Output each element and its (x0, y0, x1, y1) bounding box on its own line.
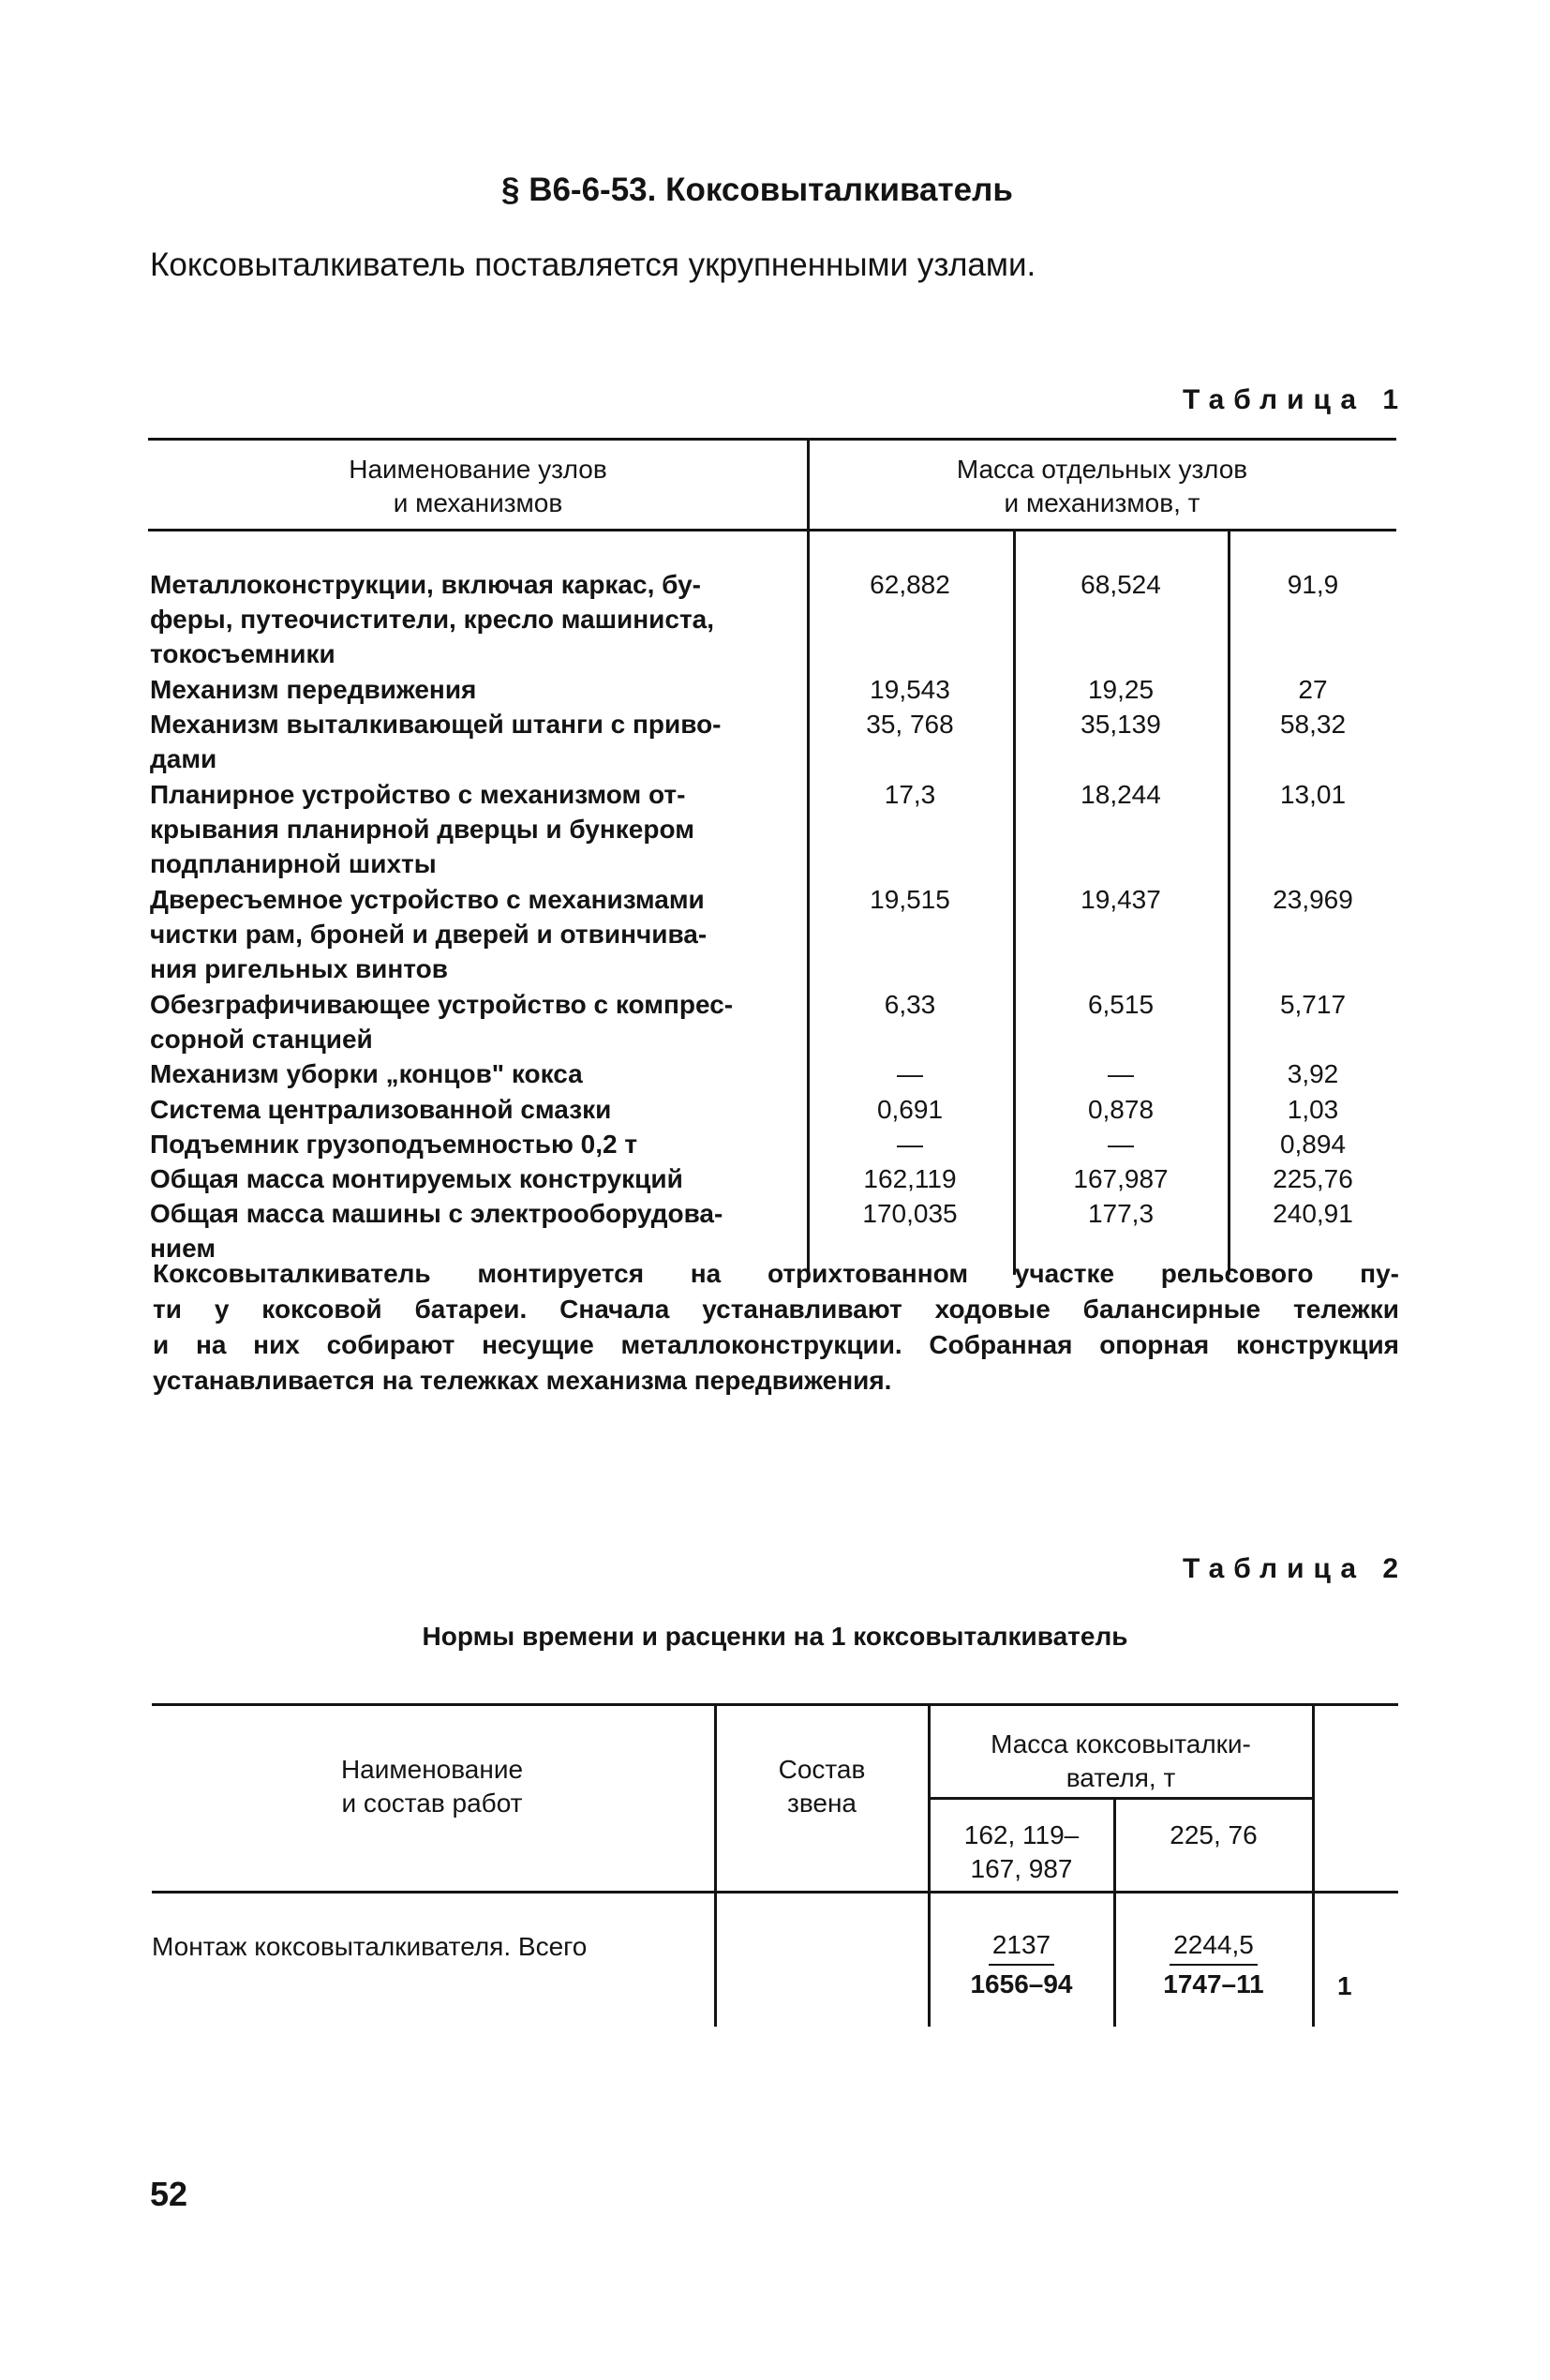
table1-row-name-line: нием (150, 1234, 216, 1264)
table1-cell-v3: 3,92 (1287, 1059, 1339, 1089)
table1-cell-v3: 0,894 (1279, 1129, 1347, 1159)
table1-row-name-line: Механизм выталкивающей штанги с приво- (150, 710, 722, 740)
table2-value-2-norm: 2244,5 (1170, 1926, 1258, 1966)
table1-cell-v1: 162,119 (863, 1164, 957, 1194)
table2-label: Таблица 2 (1183, 1553, 1408, 1584)
table2-value-1 (930, 1926, 1113, 2003)
table1-row-name (150, 882, 806, 986)
table1-row-name (150, 707, 806, 776)
table1-cell-v3: 91,9 (1287, 570, 1339, 599)
table1-row-name-line: Общая масса монтируемых конструкций (150, 1164, 683, 1194)
paragraph-line: Коксовыталкиватель монтируется на отрихтованном участке рельсового пу- (153, 1259, 1399, 1288)
table1-row-name-line: подпланирной шихты (150, 848, 437, 878)
table2-subcol2-header (1115, 1819, 1312, 1852)
table1-cell-v2: 0,878 (1087, 1094, 1155, 1124)
table2-value-2-rate: 1747–11 (1163, 1969, 1264, 1998)
table1-cell-v2: 167,987 (1073, 1164, 1169, 1194)
table2-subcol2-header-text: 225, 76 (1170, 1820, 1258, 1849)
table1-col2-header (808, 453, 1396, 520)
table1-row-name (150, 987, 806, 1056)
table1-cell-v2: — (1108, 1129, 1134, 1159)
table1-row-name (150, 1161, 806, 1196)
table2-col3-header-line1: Масса коксовыталки- (991, 1729, 1251, 1759)
table1-row-name-line: Общая масса машины с электрооборудова- (150, 1199, 723, 1229)
table1-cell-v1: — (897, 1059, 923, 1089)
table1-cell-v3: 225,76 (1273, 1164, 1353, 1194)
table2-subcol1-header-line1: 162, 119– (963, 1820, 1080, 1849)
table1-col1-header (150, 453, 806, 520)
table1-row-name (150, 567, 806, 671)
table1-cell-v1: 6,33 (884, 989, 936, 1019)
table1-cell-v3: 27 (1298, 674, 1328, 704)
table2-row-name: Монтаж коксовыталкивателя. Всего (152, 1932, 588, 1961)
table2-col1-header-line1: Наименование (340, 1755, 524, 1784)
table1-row-name-line: Металлоконструкции, включая каркас, бу- (150, 570, 701, 599)
table1-label: Таблица 1 (1183, 384, 1408, 415)
table1-cell-v3: 240,91 (1273, 1199, 1353, 1229)
table1-top-rule (148, 438, 1396, 441)
table1-col2-header-line1: Масса отдельных узлов (956, 455, 1248, 484)
paragraph-line: ти у коксовой батареи. Сначала устанавливают ходовые балансирные тележки (153, 1295, 1399, 1324)
table1-row-name-line: Система централизованной смазки (150, 1094, 612, 1124)
table1-cell-v2: 19,25 (1087, 674, 1155, 704)
table1-cell-v3: 23,969 (1273, 884, 1353, 914)
table1-cell-v2: 19,437 (1081, 884, 1161, 914)
table1-cell-v2: 35,139 (1081, 710, 1161, 740)
table2-col3-header (930, 1728, 1312, 1795)
table1-cell-v1: 19,543 (870, 674, 950, 704)
table1-row-name (150, 777, 806, 881)
table1-col1-header-line2: и механизмов (393, 488, 563, 517)
table1-row-name-line: Механизм уборки „концов" кокса (150, 1059, 583, 1089)
table1-row-name-line: дами (150, 744, 217, 774)
table1-row-name-line: Планирное устройство с механизмом от- (150, 779, 686, 809)
table1-row-name (150, 1127, 806, 1161)
table1-row-name-line: Обезграфичивающее устройство с компрес- (150, 989, 734, 1019)
table1-col2-header-line2: и механизмов, т (1004, 488, 1200, 517)
table2-value-2 (1115, 1926, 1312, 2003)
table2-subcol1-header-line2: 167, 987 (970, 1854, 1073, 1883)
intro-text: Коксовыталкиватель поставляется укрупненными узлами. (150, 247, 1036, 283)
table1-cell-v1: 17,3 (884, 779, 936, 809)
table2-row-index: 1 (1337, 1971, 1352, 2000)
table1-cell-v1: 62,882 (870, 570, 950, 599)
table1-header-rule (148, 529, 1396, 531)
table2-value-1-norm: 2137 (989, 1926, 1054, 1966)
table1-row-name-line: Подъемник грузоподъемностью 0,2 т (150, 1129, 638, 1159)
table1-cell-v3: 58,32 (1279, 710, 1347, 740)
table1-row-name (150, 672, 806, 707)
table1-row-name-line: феры, путеочистители, кресло машиниста, (150, 605, 715, 634)
table1-cell-v3: 13,01 (1279, 779, 1347, 809)
table2-col2-header-line1: Состав (778, 1755, 866, 1784)
table1-cell-v1: 0,691 (876, 1094, 944, 1124)
table1-row-name-line: ния ригельных винтов (150, 953, 448, 983)
table1-cell-v2: 18,244 (1081, 779, 1161, 809)
table2-divider-4 (1312, 1703, 1315, 2027)
table1-row-name-line: сорной станцией (150, 1024, 373, 1054)
table1-cell-v1: 170,035 (862, 1199, 958, 1229)
table1-cell-v2: — (1108, 1059, 1134, 1089)
table1-row-name-line: чистки рам, броней и дверей и отвинчива- (150, 919, 708, 949)
table1-cell-v3: 1,03 (1287, 1094, 1339, 1124)
table2-col3-header-line2: вателя, т (1066, 1763, 1176, 1792)
table2-subheader-rule (930, 1797, 1314, 1800)
table2-title: Нормы времени и расценки на 1 коксовыталкиватель (422, 1622, 1128, 1651)
table1-col1-header-line1: Наименование узлов (349, 455, 607, 484)
page-number: 52 (150, 2175, 188, 2213)
section-heading: § В6-6-53. Коксовыталкиватель (501, 172, 1013, 208)
table2-header-rule (152, 1891, 1398, 1894)
table2-col2-header (716, 1753, 928, 1820)
table1-row-name (150, 1092, 806, 1127)
table2-subcol1-header (930, 1819, 1113, 1886)
paragraph-line: устанавливается на тележках механизма передвижения. (153, 1366, 892, 1395)
table1-cell-v1: 19,515 (870, 884, 950, 914)
body-paragraph (153, 1256, 1399, 1399)
table1-cell-v2: 177,3 (1087, 1199, 1155, 1229)
table2-col1-header-line2: и состав работ (341, 1789, 523, 1818)
table1-row-name-line: Механизм передвижения (150, 674, 477, 704)
table2-top-rule (152, 1703, 1398, 1706)
table2-col1-header (152, 1753, 712, 1820)
table2-value-1-rate: 1656–94 (970, 1969, 1073, 1998)
table1-row-name-line: крывания планирной дверцы и бункером (150, 814, 694, 844)
paragraph-line: и на них собирают несущие металлоконструкции. Собранная опорная конструкция (153, 1330, 1399, 1359)
table1-cell-v2: 68,524 (1081, 570, 1161, 599)
table2-divider-1 (714, 1703, 717, 2027)
table1-row-name-line: токосъемники (150, 639, 335, 668)
table1-row-name (150, 1056, 806, 1091)
table1-cell-v1: — (897, 1129, 923, 1159)
table1-cell-v3: 5,717 (1279, 989, 1347, 1019)
table2-col2-header-line2: звена (786, 1789, 857, 1818)
table1-cell-v1: 35, 768 (866, 710, 954, 740)
table1-cell-v2: 6,515 (1087, 989, 1155, 1019)
table1-row-name-line: Двересъемное устройство с механизмами (150, 884, 705, 914)
